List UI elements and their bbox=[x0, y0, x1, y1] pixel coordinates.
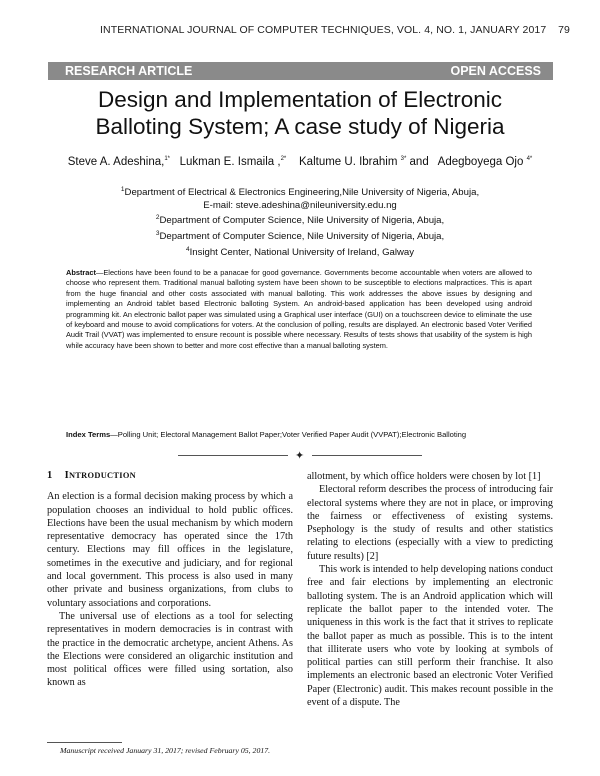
affiliation: $^2$Department of Computer Science, Nile University of Nigeria, Abuja, bbox=[155, 214, 445, 227]
section-divider bbox=[178, 451, 422, 461]
page-number: 79 bbox=[558, 24, 570, 36]
title-line-1: Design and Implementation of Electronic bbox=[98, 87, 502, 112]
author-name: Kaltume U. Ibrahim bbox=[299, 156, 398, 168]
section-heading: 1 INTRODUCTION bbox=[47, 470, 137, 481]
manuscript-footnote: Manuscript received January 31, 2017; revised February 05, 2017. bbox=[60, 746, 271, 755]
journal-title: INTERNATIONAL JOURNAL OF COMPUTER TECHNIQUES, VOL. 4, NO. 1, JANUARY 2017 bbox=[100, 24, 547, 36]
index-terms bbox=[66, 430, 536, 439]
affiliation: $^4$Insight Center, National University of Ireland, Galway bbox=[185, 245, 415, 259]
author-name: Steve A. Adeshina, bbox=[67, 156, 165, 168]
research-article-label: RESEARCH ARTICLE bbox=[65, 64, 193, 78]
paper-title bbox=[40, 86, 560, 140]
affiliation: $^1$Department of Electrical & Electronics Engineering,Nile University of Nigeria, Abuja, bbox=[120, 186, 480, 199]
affiliation: $^3$Department of Computer Science, Nile University of Nigeria, Abuja, bbox=[155, 230, 445, 243]
index-terms-label: Index Terms bbox=[66, 430, 111, 439]
divider-line bbox=[312, 455, 422, 456]
paragraph: An election is a formal decision making process by which a population chooses an individual to hold public offices. Elections have been the usual mechanism by which modern representative democracy has operated since the 17th century. Elections may fill offices in the legislature, sometimes in the executive and judiciary, and for regional and local government. This process is also used in many other private and business organizations, from clubs to voluntary associations and corporations. bbox=[47, 491, 293, 609]
author-sup: 3* bbox=[400, 156, 407, 163]
paragraph: The universal use of elections as a tool for selecting representatives in modern democracies is in contrast with the practice in the democratic archetype, ancient Athens. As the Elections were considered an oligarchic institution and most political offices were filled using sortation, also known as bbox=[47, 610, 293, 689]
article-type-banner bbox=[48, 62, 553, 80]
paragraph: This work is intended to help developing nations conduct free and fair elections by implementing an electronic balloting system. The is an Android application which will replicate the ballot paper to the intended voter. The uniqueness in this work is the fact that it strives to replicate the ballot paper as much as possible. This is to the intent that illiterate users who vote by looking at symbols of political parties can still perform their franchise. It also implements an electronic based an electronic Voter Verified Paper (Electronic) audit. This makes recount possible in the event of a dispute. The bbox=[307, 564, 553, 709]
author-list bbox=[40, 156, 560, 168]
abstract-label: Abstract bbox=[66, 268, 96, 277]
paragraph: allotment, by which office holders were chosen by lot [1] bbox=[307, 471, 541, 482]
left-column bbox=[47, 469, 293, 690]
title-line-2: Balloting System; A case study of Nigeria bbox=[95, 114, 505, 139]
paragraph: Electoral reform describes the process of introducing fair electoral systems where they are not in place, or improving the fairness or effectiveness of existing systems. Psephology is the study of results and other statistics relating to elections (especially with a view to predicting future results) [2] bbox=[307, 484, 553, 562]
author-sup: 1* bbox=[164, 156, 170, 163]
right-column bbox=[307, 470, 553, 709]
abstract bbox=[66, 268, 532, 351]
author-name: Adegboyega Ojo bbox=[437, 156, 524, 168]
index-terms-text: —Polling Unit; Electoral Management Ballot Paper;Voter Verified Paper Audit (VVPAT);Electronic Balloting bbox=[110, 430, 467, 439]
author-sup: 2* bbox=[280, 156, 287, 163]
author-sup: 4* bbox=[526, 156, 533, 163]
affiliations bbox=[40, 184, 560, 260]
author-name: Lukman E. Ismaila , bbox=[179, 156, 281, 168]
affiliation-email: E-mail: steve.adeshina@nileuniversity.edu.ng bbox=[203, 199, 397, 211]
abstract-text: —Elections have been found to be a panacae for good governance. Governments become accountable when voters are allowed to choose who represent them. Traditional manual balloting system have been shown to be susceptible to elections malpractices. This is apart from the huge financial and other costs associated with manual balloting. This work addresses the above issues by designing and implementing an Android tablet based Electronic balloting System. An android-based application has been developed using android programming kit. An electronic ballot paper was simulated using a Graphical user interface (GUI) on a touchscreen device to eliminate the use of keyboard and mouse to avoid complications for voters. At the conclusion of polling, results are displayed. An electronic based Voter Verified Audit Trail (VVAT) was implemented to ensure recount is possible where necessary. Results of tests shows that usability of the system is high while accuracy have been shown to better and more cost effective than a manual balloting system. bbox=[66, 268, 532, 350]
footnote-rule bbox=[47, 742, 122, 743]
divider-line bbox=[178, 455, 288, 456]
diamond-icon: ✦ bbox=[295, 449, 305, 462]
author-joiner: and bbox=[409, 156, 429, 168]
open-access-label: OPEN ACCESS bbox=[450, 64, 541, 78]
